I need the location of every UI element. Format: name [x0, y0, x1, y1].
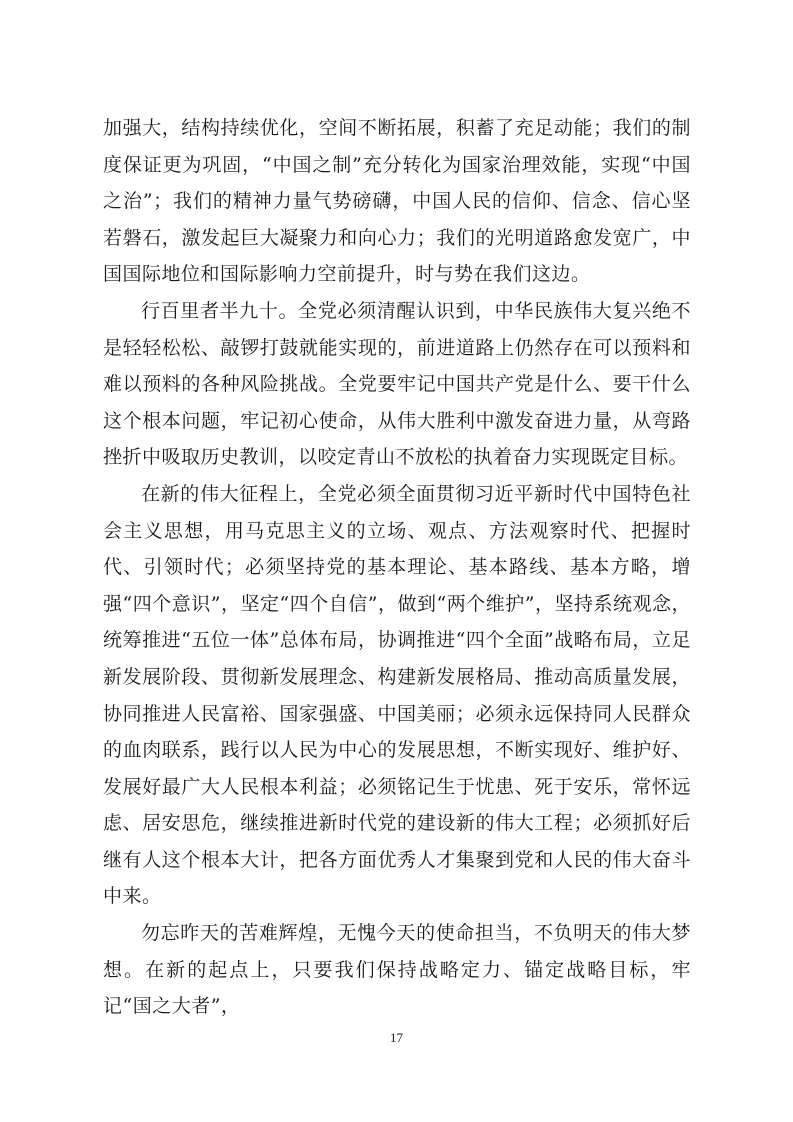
document-body	[103, 110, 691, 1025]
page-number: 17	[390, 1030, 403, 1045]
paragraph: 勿忘昨天的苦难辉煌，无愧今天的使命担当，不负明天的伟大梦想。在新的起点上，只要我们保持战略定力、锚定战略目标，牢记“国之大者”，	[103, 922, 691, 1018]
paragraph: 行百里者半九十。全党必须清醒认识到，中华民族伟大复兴绝不是轻轻松松、敲锣打鼓就能实现的，前进道路上仍然存在可以预料和难以预料的各种风险挑战。全党要牢记中国共产党是什么、要干什么这个根本问题，牢记初心使命，从伟大胜利中激发奋进力量，从弯路挫折中吸取历史教训，以咬定青山不放松的执着奋力实现既定目标。	[103, 299, 691, 469]
paragraph-continued: 加强大，结构持续优化，空间不断拓展，积蓄了充足动能；我们的制度保证更为巩固，“中国之制”充分转化为国家治理效能，实现“中国之治”；我们的精神力量气势磅礴，中国人民的信仰、信念、信心坚若磐石，激发起巨大凝聚力和向心力；我们的光明道路愈发宽广，中国国际地位和国际影响力空前提升，时与势在我们这边。	[103, 117, 691, 286]
paragraph: 在新的伟大征程上，全党必须全面贯彻习近平新时代中国特色社会主义思想，用马克思主义的立场、观点、方法观察时代、把握时代、引领时代；必须坚持党的基本理论、基本路线、基本方略，增强“四个意识”，坚定“四个自信”，做到“两个维护”，坚持系统观念，统筹推进“五位一体”总体布局，协调推进“四个全面”战略布局，立足新发展阶段、贯彻新发展理念、构建新发展格局、推动高质量发展，协同推进人民富裕、国家强盛、中国美丽；必须永远保持同人民群众的血肉联系，践行以人民为中心的发展思想，不断实现好、维护好、发展好最广大人民根本利益；必须铭记生于忧患、死于安乐，常怀远虑、居安思危，继续推进新时代党的建设新的伟大工程；必须抓好后继有人这个根本大计，把各方面优秀人才集聚到党和人民的伟大奋斗中来。	[103, 482, 691, 908]
